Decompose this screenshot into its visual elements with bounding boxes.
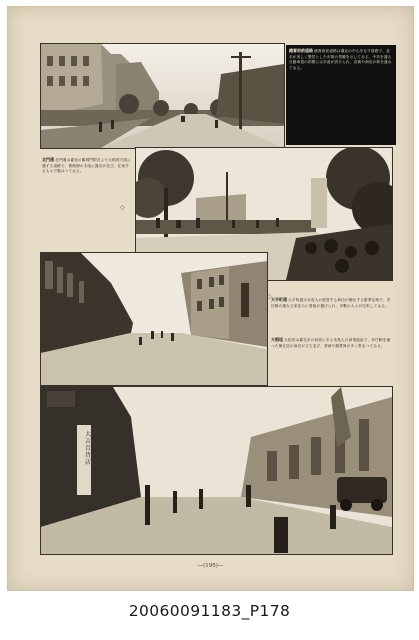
caption-heading: 大平町通 bbox=[271, 297, 287, 302]
caption-heading: 總督府前道路 bbox=[289, 48, 313, 53]
photo-taihei-street-image bbox=[41, 253, 267, 385]
photo-taihei-street bbox=[40, 252, 268, 386]
photo-daitotei-street bbox=[40, 386, 393, 555]
album-page bbox=[7, 6, 414, 591]
caption-government-avenue bbox=[286, 45, 396, 145]
page-number: —(195)— bbox=[197, 563, 224, 569]
caption-text: 總督府前道路は臺北の中心をなす道路で、並木が美しく整然とした市街の景観を示してゐる。中央を通る自動車道の兩側には歩道が設けられ、官衙や商店が軒を連ねてゐる。 bbox=[289, 49, 392, 70]
caption-heading: 北門通 bbox=[42, 157, 54, 162]
photo-government-avenue bbox=[40, 43, 285, 149]
caption-text: 北門通は臺北の舊城門附近より大稻埕方面に通ずる道路で、街路樹の木陰に露店が並び、往來する人々で賑はつてゐる。 bbox=[42, 158, 132, 174]
ornament-marker: ◇ bbox=[267, 293, 272, 300]
ornament-marker: ◇ bbox=[120, 204, 125, 211]
shop-sign-text: 大吉百貨店 bbox=[85, 431, 92, 466]
catalog-id: 20060091183_P178 bbox=[128, 602, 291, 620]
photo-daitotei-street-image bbox=[41, 387, 392, 554]
photo-government-avenue-image bbox=[41, 44, 284, 148]
shop-sign bbox=[85, 431, 95, 466]
caption-north-gate-street bbox=[42, 157, 132, 175]
caption-text: 大稻埕は臺北市の西部にある本島人の商業地區で、亭仔脚を備へた煉瓦造の商店が立ち並び、茶商や雜貨商が多く集まつてゐる。 bbox=[271, 338, 391, 348]
caption-daitotei bbox=[271, 337, 393, 349]
caption-text: 大平町通は本島人の經營する商店が櫛比する繁華な街で、亭仔脚の連なる家並みに看板が掲げられ、多數の人々が往來してゐる。 bbox=[271, 298, 391, 308]
caption-taihei-street bbox=[271, 297, 393, 309]
caption-heading: 大稻埕 bbox=[271, 337, 283, 342]
